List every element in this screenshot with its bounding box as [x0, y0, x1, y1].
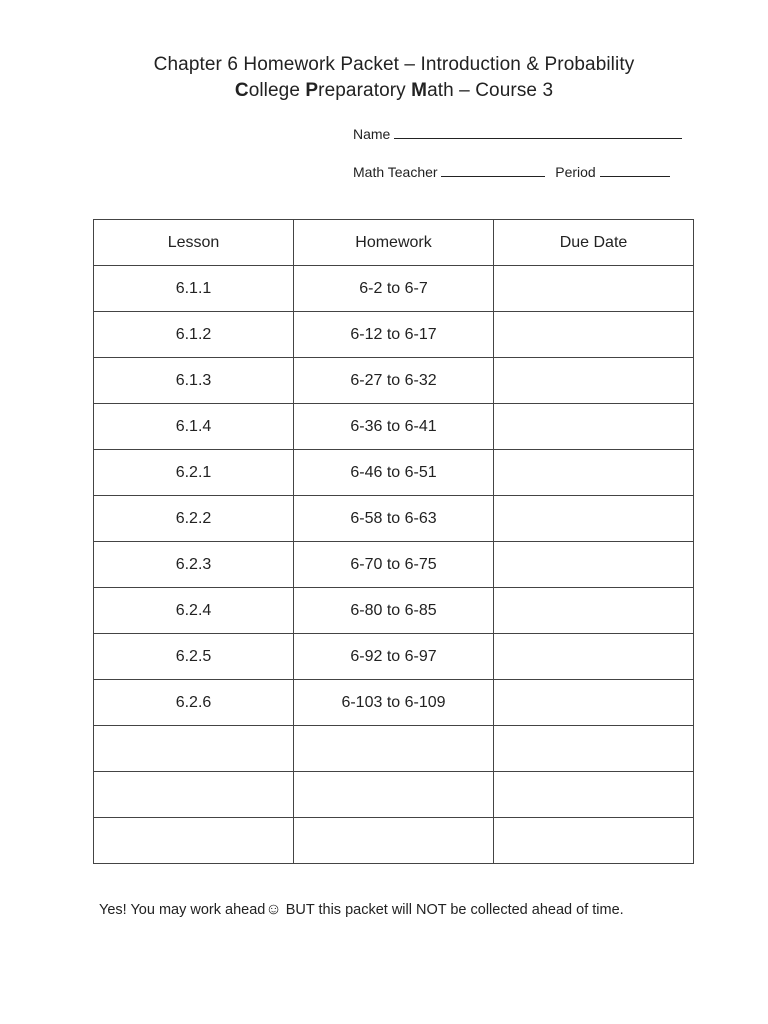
homework-cell[interactable]	[294, 772, 494, 818]
table-row-blank	[94, 726, 694, 772]
lesson-cell: 6.1.1	[94, 266, 294, 312]
homework-cell[interactable]	[294, 726, 494, 772]
due-date-cell[interactable]	[494, 634, 694, 680]
header-lesson: Lesson	[94, 220, 294, 266]
smiley-icon: ☺	[265, 901, 282, 918]
table-row	[94, 312, 694, 358]
homework-cell: 6-27 to 6-32	[294, 358, 494, 404]
due-date-cell[interactable]	[494, 726, 694, 772]
lesson-cell: 6.2.6	[94, 680, 294, 726]
homework-cell: 6-58 to 6-63	[294, 496, 494, 542]
document-title	[0, 52, 768, 104]
due-date-cell[interactable]	[494, 680, 694, 726]
table-row	[94, 266, 694, 312]
homework-cell: 6-12 to 6-17	[294, 312, 494, 358]
due-date-cell[interactable]	[494, 496, 694, 542]
table-row	[94, 680, 694, 726]
title-line-2	[0, 78, 768, 104]
lesson-cell[interactable]	[94, 772, 294, 818]
title-initial-c: C	[234, 80, 249, 101]
name-blank-line[interactable]	[394, 137, 682, 139]
table-row-blank	[94, 772, 694, 818]
title-initial-m: M	[411, 80, 428, 101]
lesson-cell: 6.2.4	[94, 588, 294, 634]
table-row	[94, 404, 694, 450]
lesson-cell: 6.2.2	[94, 496, 294, 542]
due-date-cell[interactable]	[494, 358, 694, 404]
table-row	[94, 634, 694, 680]
homework-table	[93, 219, 694, 864]
period-label: Period	[555, 164, 596, 180]
due-date-cell[interactable]	[494, 772, 694, 818]
homework-cell[interactable]	[294, 818, 494, 864]
homework-cell: 6-92 to 6-97	[294, 634, 494, 680]
math-teacher-label: Math Teacher	[353, 164, 438, 180]
footer-text-start: Yes! You may work ahead	[99, 902, 266, 918]
header-homework: Homework	[294, 220, 494, 266]
due-date-cell[interactable]	[494, 266, 694, 312]
title-word-college: ollege	[248, 80, 306, 101]
name-label: Name	[353, 126, 391, 142]
homework-cell: 6-2 to 6-7	[294, 266, 494, 312]
lesson-cell[interactable]	[94, 818, 294, 864]
lesson-cell: 6.2.1	[94, 450, 294, 496]
due-date-cell[interactable]	[494, 542, 694, 588]
homework-cell: 6-46 to 6-51	[294, 450, 494, 496]
teacher-period-row	[353, 164, 670, 180]
due-date-cell[interactable]	[494, 404, 694, 450]
lesson-cell: 6.2.5	[94, 634, 294, 680]
due-date-cell[interactable]	[494, 818, 694, 864]
lesson-cell: 6.1.2	[94, 312, 294, 358]
period-blank-line[interactable]	[600, 175, 670, 177]
math-teacher-blank-line[interactable]	[441, 175, 545, 177]
lesson-cell: 6.2.3	[94, 542, 294, 588]
homework-cell: 6-70 to 6-75	[294, 542, 494, 588]
footer-note	[99, 901, 624, 919]
lesson-cell[interactable]	[94, 726, 294, 772]
homework-cell: 6-103 to 6-109	[294, 680, 494, 726]
due-date-cell[interactable]	[494, 588, 694, 634]
title-word-math-course: ath – Course 3	[427, 80, 554, 101]
table-row	[94, 588, 694, 634]
homework-cell: 6-36 to 6-41	[294, 404, 494, 450]
table-row-blank	[94, 818, 694, 864]
homework-cell: 6-80 to 6-85	[294, 588, 494, 634]
lesson-cell: 6.1.3	[94, 358, 294, 404]
title-word-preparatory: reparatory	[318, 80, 412, 101]
name-field-row	[353, 126, 682, 142]
table-header-row	[94, 220, 694, 266]
table-row	[94, 358, 694, 404]
title-initial-p: P	[305, 80, 319, 101]
due-date-cell[interactable]	[494, 312, 694, 358]
footer-text-end: BUT this packet will NOT be collected ahead of time.	[281, 902, 624, 918]
table-row	[94, 450, 694, 496]
header-due-date: Due Date	[494, 220, 694, 266]
due-date-cell[interactable]	[494, 450, 694, 496]
table-row	[94, 542, 694, 588]
lesson-cell: 6.1.4	[94, 404, 294, 450]
table-row	[94, 496, 694, 542]
title-line-1: Chapter 6 Homework Packet – Introduction & Probability	[153, 54, 635, 75]
